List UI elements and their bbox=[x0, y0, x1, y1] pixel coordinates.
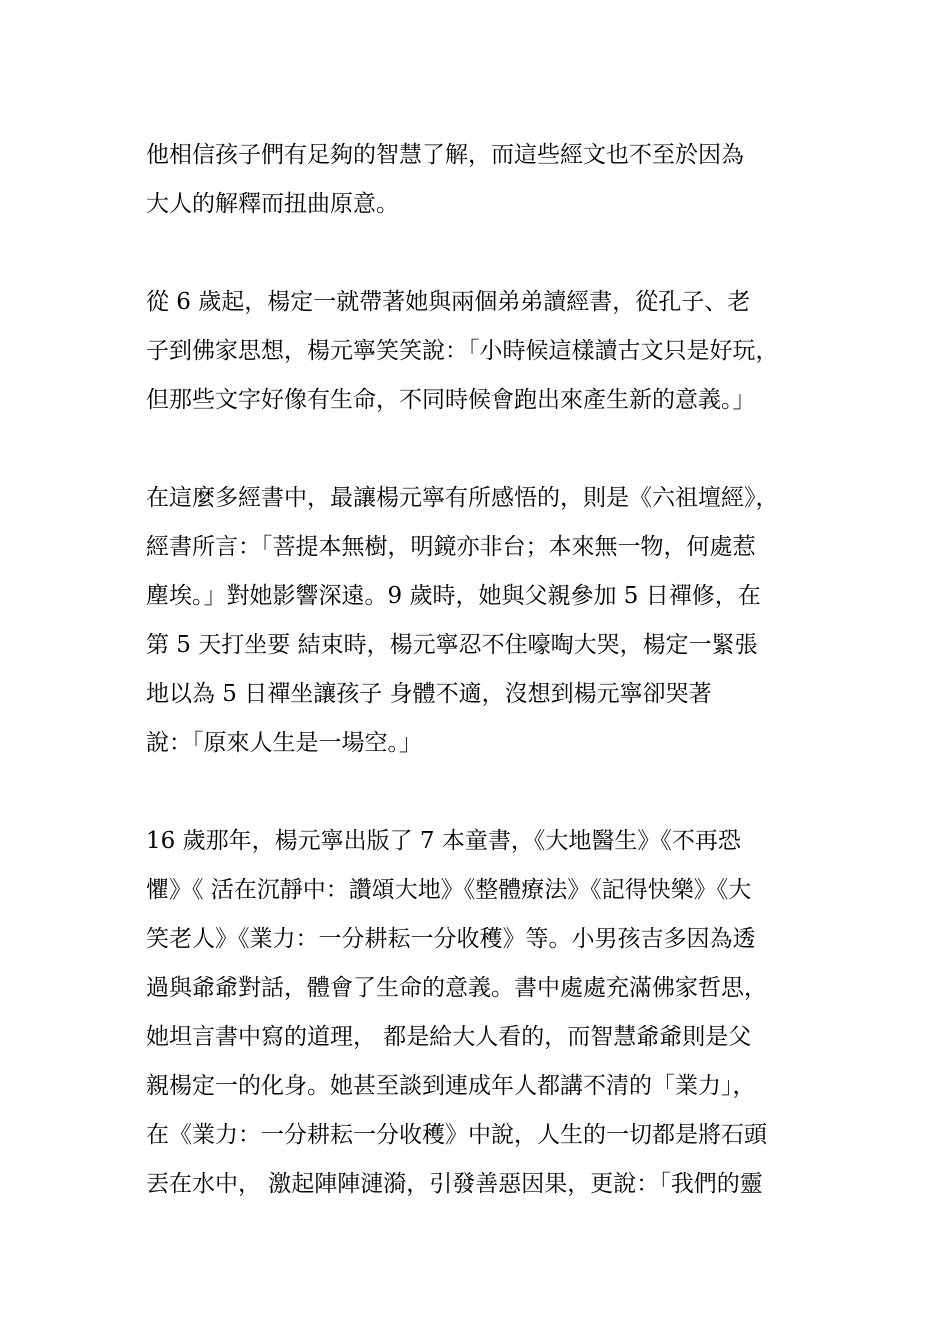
text-line: 塵埃。」對她影響深遠。9 歲時，她與父親參加 5 日禪修，在 bbox=[146, 583, 761, 609]
text-line: 她坦言書中寫的道理， 都是給大人看的，而智慧爺爺則是父 bbox=[146, 1024, 752, 1050]
text-line: 在《業力：一分耕耘一分收穫》中說，人生的一切都是將石頭 bbox=[146, 1122, 767, 1148]
text-line: 16 歲那年，楊元寧出版了 7 本童書，《大地醫生》《不再恐 bbox=[146, 828, 741, 854]
text-line: 丟在水中， 激起陣陣漣漪，引發善惡因果，更說：「我們的靈 bbox=[146, 1171, 763, 1197]
text-line: 過與爺爺對話，體會了生命的意義。書中處處充滿佛家哲思， bbox=[146, 975, 767, 1001]
paragraph-3 bbox=[146, 474, 826, 768]
text-line: 子到佛家思想，楊元寧笑笑說：「小時候這樣讀古文只是好玩， bbox=[146, 338, 779, 364]
text-line: 地以為 5 日禪坐讓孩子 身體不適，沒想到楊元寧卻哭著 bbox=[146, 681, 712, 707]
text-line: 從 6 歲起，楊定一就帶著她與兩個弟弟讀經書，從孔子、老 bbox=[146, 289, 751, 315]
text-line: 但那些文字好像有生命，不同時候會跑出來產生新的意義。」 bbox=[146, 387, 756, 413]
text-line: 說：「原來人生是一場空。」 bbox=[146, 730, 422, 756]
text-line: 笑老人》《業力：一分耕耘一分收穫》等。小男孩吉多因為透 bbox=[146, 926, 756, 952]
text-line: 懼》《 活在沉靜中：讚頌大地》《整體療法》《記得快樂》《大 bbox=[146, 877, 752, 903]
text-line: 在這麼多經書中，最讓楊元寧有所感悟的，則是《六祖壇經》， bbox=[146, 485, 779, 511]
article-body bbox=[146, 131, 826, 1258]
text-line: 大人的解釋而扭曲原意。 bbox=[146, 191, 399, 217]
text-line: 親楊定一的化身。她甚至談到連成年人都講不清的「業力」， bbox=[146, 1073, 756, 1099]
paragraph-1 bbox=[146, 131, 826, 229]
text-line: 第 5 天打坐要 結束時，楊元寧忍不住嚎啕大哭，楊定一緊張 bbox=[146, 632, 758, 658]
text-line: 經書所言：「菩提本無樹，明鏡亦非台；本來無一物，何處惹 bbox=[146, 534, 756, 560]
paragraph-4 bbox=[146, 817, 826, 1209]
paragraph-2 bbox=[146, 278, 826, 425]
text-line: 他相信孩子們有足夠的智慧了解，而這些經文也不至於因為 bbox=[146, 142, 744, 168]
